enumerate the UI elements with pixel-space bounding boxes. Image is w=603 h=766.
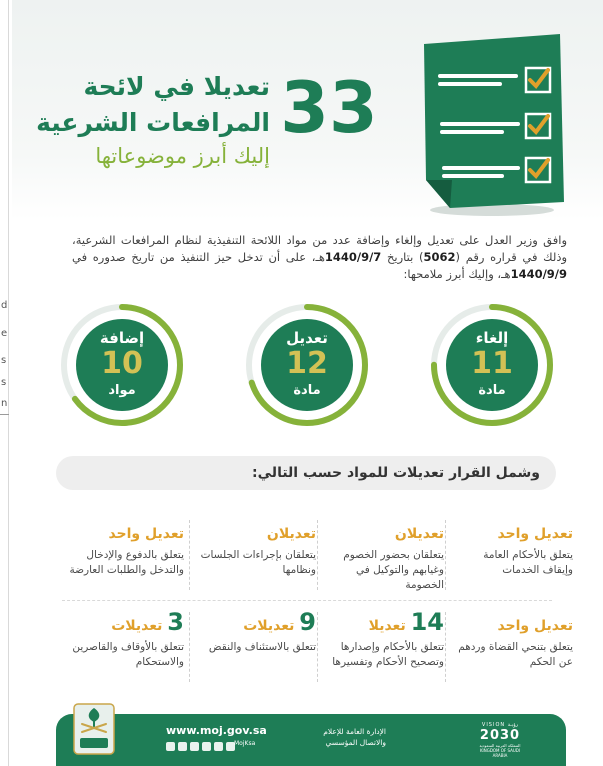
stat-label: إلغاء [475,329,509,347]
amendment-item [62,608,184,670]
item-heading [62,608,184,636]
item-heading-text: تعديل واحد [497,618,573,634]
item-text: يتعلق بتنحي القضاة وردهم عن الحكم [458,641,573,668]
amendment-item [198,608,316,655]
social-handle: MojKsa [234,740,256,747]
stat-label: تعديل [286,329,328,347]
checklist-document-icon [412,30,572,220]
item-heading: تعديل واحد [497,526,573,542]
item-heading: تعديلان [394,526,444,542]
intro-text: هـ، على أن تدخل حيز التنفيذ من تاريخ صدوره في [72,250,325,264]
item-heading: تعديلان [266,526,316,542]
divider [445,612,446,682]
amendment-item [326,608,444,670]
stat-label: إضافة [99,329,145,347]
vision-label: VISION رؤيـة [481,722,519,728]
divider [62,600,552,601]
divider [317,612,318,682]
stat-circle-add [60,303,184,427]
item-heading-text: تعديلا [368,618,406,634]
stat-unit: مادة [293,383,321,398]
linkedin-icon[interactable] [214,742,223,751]
item-count: 9 [299,608,316,636]
item-count: 3 [167,608,184,636]
strip-char: d [1,300,8,311]
strip-char: s [1,355,7,366]
stat-unit: مادة [478,383,506,398]
stat-value: 12 [286,346,328,381]
infographic-card [12,0,603,766]
item-text: يتعلق بالدفوع والإدخال والتدخل والطلبات العارضة [69,549,184,576]
item-count: 14 [410,608,444,636]
item-heading [198,608,316,636]
footer-bar [56,714,566,766]
item-heading [455,616,573,636]
title-subtitle: إليك أبرز موضوعاتها [95,144,270,168]
snapchat-icon[interactable] [190,742,199,751]
effective-date: 1440/9/9 [510,267,567,281]
intro-paragraph [72,232,567,283]
twitter-icon[interactable] [166,742,175,751]
item-text: تتعلق بالأوقاف والقاصرين والاستحكام [72,641,184,668]
vision-sub: المملكة العربية السعودية KINGDOM OF SAUDI ARABIA [479,743,521,758]
left-page-strip [0,0,9,766]
title-line-1: تعديلا في لائحة [83,72,270,101]
item-text: يتعلق بالأحكام العامة وإيقاف الخدمات [483,549,573,576]
instagram-icon[interactable] [202,742,211,751]
amendment-item [62,524,184,578]
title-number: 33 [280,67,378,149]
stat-circle-amend [245,303,369,427]
stat-value: 11 [471,346,513,381]
item-heading-text: تعديلات [111,618,163,634]
title-line-2: المرافعات الشرعية [36,108,270,137]
decision-date: 1440/9/7 [324,250,382,264]
strip-char: n [1,398,8,409]
section-heading: وشمل القرار تعديلات للمواد حسب التالي: [56,456,556,490]
intro-text: ) بتاريخ [381,250,424,264]
vision-2030-logo [474,722,526,758]
item-text: يتعلقان بحضور الخصوم وغيابهم والتوكيل في الخصومة [343,549,444,591]
amendment-item [455,616,573,670]
strip-char: s [1,377,7,388]
item-heading-text: تعديلات [243,618,295,634]
intro-text: هـ، وإليك أبرز ملامحها: [403,267,511,281]
vision-year: 2030 [479,728,521,743]
website-link[interactable]: www.moj.gov.sa [166,724,267,737]
strip-rule [0,414,9,415]
intro-text: وافق وزير العدل على تعديل وإلغاء وإضافة عدد من مواد اللائحة التنفيذية لنظام المرافعات الشرعية، وذلك في قراره رقم ( [72,233,567,264]
stat-value: 10 [101,346,143,381]
youtube-icon[interactable] [178,742,187,751]
divider [317,520,318,590]
stat-circle-cancel [430,303,554,427]
divider [189,612,190,682]
item-text: تتعلق بالاستئناف والنقض [208,641,316,653]
amendment-item [198,524,316,578]
ministry-emblem-icon [72,698,116,758]
social-icons [166,742,235,751]
amendment-item [326,524,444,593]
item-text: يتعلقان بإجراءات الجلسات ونظامها [200,549,316,576]
stat-unit: مواد [108,383,136,398]
department-name: الإدارة العامة للإعلام والاتصال المؤسسي [323,727,386,747]
divider [189,520,190,590]
amendment-item [455,524,573,578]
decision-number: 5062 [423,250,456,264]
item-heading [326,608,444,636]
divider [445,520,446,590]
item-text: تتعلق بالأحكام وإصدارها وتصحيح الأحكام وتفسيرها [332,641,444,668]
strip-char: e [1,328,8,339]
item-heading: تعديل واحد [108,526,184,542]
